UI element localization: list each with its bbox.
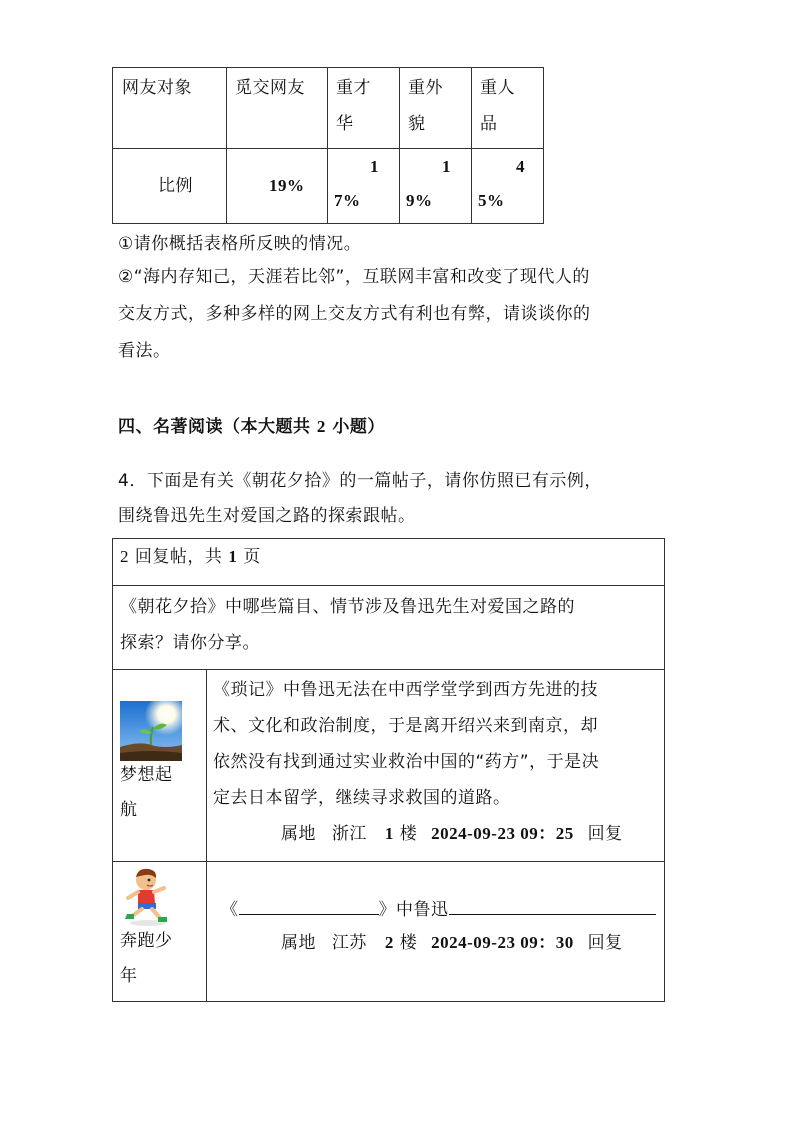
post-user bbox=[113, 670, 206, 860]
header-looks-line1: 重外 bbox=[408, 78, 443, 98]
forum-post bbox=[113, 670, 665, 862]
header-character-line2: 品 bbox=[480, 114, 498, 134]
question-2-line3: 看法。 bbox=[118, 341, 171, 361]
reply-count-text: 回复帖，共 bbox=[129, 547, 229, 567]
header-talent-line2: 华 bbox=[336, 114, 354, 134]
survey-header-row bbox=[113, 68, 544, 149]
page-count-unit: 页 bbox=[237, 547, 261, 567]
post-datetime: 2024-09-23 09：25 bbox=[431, 824, 574, 843]
question-2-line1: ②“海内存知己，天涯若比邻”，互联网丰富和改变了现代人的 bbox=[118, 267, 590, 287]
header-looks-line2: 貌 bbox=[408, 114, 426, 134]
reply-count: 2 bbox=[120, 547, 129, 566]
header-character-line1: 重人 bbox=[480, 78, 515, 98]
post-body-line1: 《琐记》中鲁迅无法在中西学堂学到西方先进的技 bbox=[213, 680, 598, 700]
survey-table bbox=[112, 67, 544, 224]
sprout-sky-avatar bbox=[120, 701, 182, 761]
survey-header-cell bbox=[227, 68, 328, 149]
floor-unit: 楼 bbox=[399, 933, 418, 953]
question-4-number: 4 bbox=[118, 471, 130, 491]
question-1: ①请你概括表格所反映的情况。 bbox=[118, 234, 362, 254]
value-character-line1: 4 bbox=[516, 157, 525, 176]
post-meta bbox=[281, 925, 623, 961]
survey-value-row bbox=[113, 149, 544, 224]
post-body-cell bbox=[207, 670, 665, 862]
post-username-line2: 航 bbox=[120, 800, 138, 820]
post-body-line2: 术、文化和政治制度，于是离开绍兴来到南京，却 bbox=[213, 716, 598, 736]
question-cell bbox=[113, 586, 665, 670]
question-4-line2: 围绕鲁迅先生对爱国之路的探索跟帖。 bbox=[118, 506, 416, 526]
value-seek-friends: 19% bbox=[269, 176, 305, 195]
forum-post bbox=[113, 862, 665, 1002]
post-body-cell bbox=[207, 862, 665, 1002]
post-username-line1: 奔跑少 bbox=[120, 931, 173, 951]
header-target: 网友对象 bbox=[122, 78, 192, 98]
answer-template bbox=[221, 892, 656, 928]
location-value: 江苏 bbox=[331, 933, 367, 953]
question-4-text: ．下面是有关《朝花夕拾》的一篇帖子，请你仿照已有示例， bbox=[129, 471, 602, 491]
section-heading-prefix: 四、名著阅读（本大题共 bbox=[118, 417, 317, 437]
value-talent-line2: 7% bbox=[334, 191, 361, 210]
reply-link[interactable]: 回复 bbox=[587, 824, 623, 844]
reply-count-line bbox=[120, 539, 671, 575]
post-datetime: 2024-09-23 09：30 bbox=[431, 933, 574, 952]
survey-header-cell bbox=[400, 68, 472, 149]
post-body bbox=[207, 670, 664, 860]
post-meta bbox=[281, 816, 623, 852]
reply-count-cell bbox=[113, 539, 665, 586]
question-4-line1 bbox=[118, 463, 602, 499]
section-heading bbox=[118, 409, 385, 445]
template-mid: 》中鲁迅 bbox=[378, 900, 449, 920]
location-value: 浙江 bbox=[331, 824, 367, 844]
survey-header-cell bbox=[472, 68, 544, 149]
header-seek-friends: 觅交网友 bbox=[235, 78, 305, 98]
section-heading-suffix: 小题） bbox=[325, 417, 385, 437]
row-label-ratio: 比例 bbox=[158, 176, 193, 196]
post-username-line2: 年 bbox=[120, 966, 138, 986]
forum-reply-count-row bbox=[113, 539, 665, 586]
location-label: 属地 bbox=[281, 933, 316, 953]
survey-value-cell bbox=[328, 149, 400, 224]
floor-number: 1 bbox=[384, 824, 394, 843]
value-character-line2: 5% bbox=[478, 191, 505, 210]
forum-question-row bbox=[113, 586, 665, 670]
title-blank[interactable] bbox=[239, 896, 379, 915]
running-boy-avatar bbox=[118, 866, 180, 928]
value-looks-line2: 9% bbox=[406, 191, 433, 210]
value-talent-line1: 1 bbox=[370, 157, 379, 176]
template-open-bracket: 《 bbox=[221, 900, 239, 920]
header-talent-line1: 重才 bbox=[336, 78, 371, 98]
forum-question-line1: 《朝花夕拾》中哪些篇目、情节涉及鲁迅先生对爱国之路的 bbox=[120, 597, 575, 617]
question-2-line2: 交友方式，多种多样的网上交友方式有利也有弊，请谈谈你的 bbox=[118, 304, 591, 324]
reply-link[interactable]: 回复 bbox=[587, 933, 623, 953]
floor-number: 2 bbox=[384, 933, 394, 952]
post-user bbox=[113, 862, 206, 1000]
page-count: 1 bbox=[228, 547, 238, 566]
post-username-line1: 梦想起 bbox=[120, 765, 173, 785]
location-label: 属地 bbox=[281, 824, 316, 844]
value-looks-line1: 1 bbox=[442, 157, 451, 176]
survey-header-cell bbox=[113, 68, 227, 149]
survey-row-label-cell bbox=[113, 149, 227, 224]
content-blank[interactable] bbox=[449, 896, 656, 915]
post-user-cell bbox=[113, 670, 207, 862]
post-body-line4: 定去日本留学，继续寻求救国的道路。 bbox=[213, 788, 511, 808]
forum-question-line2: 探索？请你分享。 bbox=[120, 633, 260, 653]
post-body bbox=[207, 862, 664, 1000]
post-body-line3: 依然没有找到通过实业救治中国的“药方”，于是决 bbox=[213, 752, 600, 772]
survey-header-cell bbox=[328, 68, 400, 149]
section-heading-number: 2 bbox=[316, 417, 326, 436]
floor-unit: 楼 bbox=[399, 824, 418, 844]
post-user-cell bbox=[113, 862, 207, 1002]
forum-thread-table bbox=[112, 538, 665, 1002]
